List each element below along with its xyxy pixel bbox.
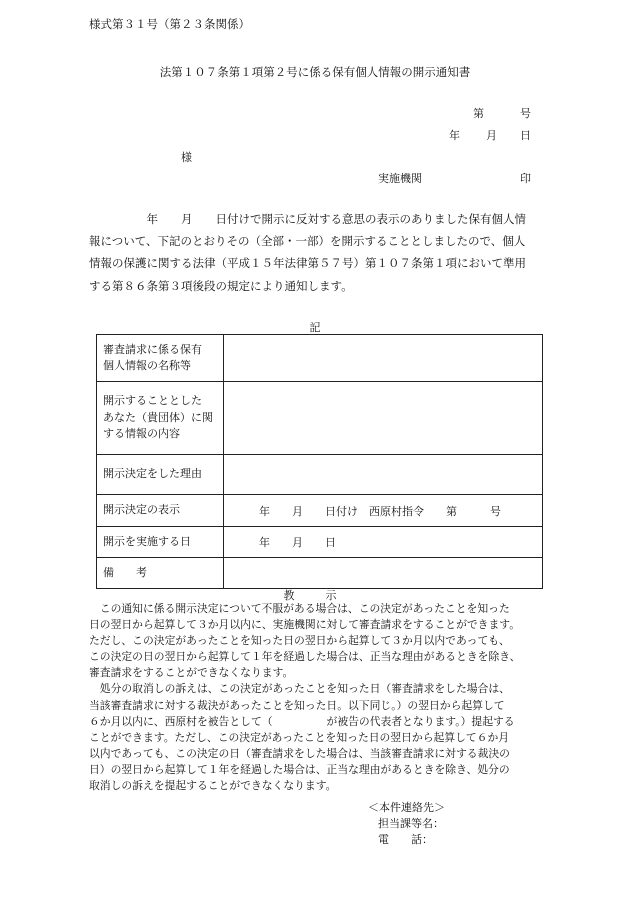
- row-value: [224, 455, 543, 495]
- row-label: [97, 527, 224, 558]
- row-label-line: 個人情報の名称等: [103, 359, 191, 372]
- body-line: 情報の保護に関する法律（平成１５年法律第５７号）第１０７条第１項において準用: [89, 256, 526, 271]
- table-row: [97, 495, 543, 527]
- table-row: [97, 527, 543, 558]
- row-label-line: 審査請求に係る保有: [103, 342, 202, 356]
- notice-line: この通知に係る開示決定について不服がある場合は、この決定があったことを知った: [89, 602, 510, 615]
- date-month-label: 月: [486, 129, 497, 142]
- notice-line: 審査請求をすることができなくなります。: [89, 666, 294, 680]
- notice-line: 取消しの訴えを提起することができなくなります。: [89, 779, 337, 793]
- document-number-suffix: 号: [520, 107, 531, 120]
- notice-line: ことができます。ただし、この決定があったことを知った日の翌日から起算して６か月: [89, 730, 510, 744]
- notice-heading: 教 示: [283, 589, 347, 602]
- row-value: [224, 382, 543, 455]
- document-title: 法第１０７条第１項第２号に係る保有個人情報の開示通知書: [159, 65, 471, 79]
- implementing-agency-label: 実施機関: [378, 172, 422, 185]
- table-row: [97, 558, 543, 589]
- implementation-date-text: 年 月 日: [259, 536, 336, 549]
- row-label-line: する情報の内容: [103, 427, 180, 441]
- notice-line: 当該審査請求に対する裁決があったことを知った日。以下同じ。）の翌日から起算して: [89, 698, 505, 712]
- decision-display-text: 年 月 日付け 西原村指令 第 号: [259, 504, 501, 518]
- notice-line: 日の翌日から起算して３か月以内に、実施機関に対して審査請求をすることができます。: [89, 618, 521, 632]
- row-label: [97, 335, 224, 382]
- implementation-date-value: [224, 527, 543, 558]
- document-number-prefix: 第: [473, 107, 484, 120]
- record-heading: 記: [309, 321, 321, 334]
- disclosure-table: [96, 334, 543, 589]
- form-number: 様式第３１号（第２３条関係）: [89, 17, 250, 31]
- contact-heading: ＜本件連絡先＞: [368, 801, 445, 814]
- body-line: 報について、下記のとおりその（全部・一部）を開示することとしましたので、個人: [89, 234, 526, 249]
- row-value: [224, 558, 543, 589]
- seal-mark: 印: [520, 172, 531, 185]
- date-day-label: 日: [520, 129, 531, 142]
- decision-display-value: [224, 495, 543, 527]
- contact-phone: 電 話：: [378, 833, 433, 846]
- date-year-label: 年: [449, 129, 460, 142]
- notice-paragraph: [89, 601, 559, 794]
- body-line: 年 月 日付けで開示に反対する意思の表示のありました保有個人情: [89, 212, 526, 226]
- notice-line: ６か月以内に、西原村を被告として（ が被告の代表者となります。）提起する: [89, 714, 515, 728]
- row-label-line: 備 考: [103, 565, 147, 579]
- row-label: [97, 495, 224, 527]
- table-row: [97, 335, 543, 382]
- notice-line: ただし、この決定があったことを知った日の翌日から起算して３か月以内であっても、: [89, 634, 510, 648]
- row-label-line: 開示することとした: [103, 394, 202, 408]
- row-label-line: 開示を実施する日: [103, 534, 191, 548]
- row-label-line: 開示決定の表示: [103, 503, 180, 517]
- table-row: [97, 455, 543, 495]
- notice-line: 日）の翌日から起算して１年を経過した場合は、正当な理由があるときを除き、処分の: [89, 762, 510, 776]
- notice-line: この決定の日の翌日から起算して１年を経過した場合は、正当な理由があるときを除き、: [89, 650, 521, 664]
- body-paragraph: [89, 208, 549, 297]
- notice-line: 処分の取消しの訴えは、この決定があったことを知った日（審査請求をした場合は、: [89, 682, 510, 696]
- row-value: [224, 335, 543, 382]
- contact-department: 担当課等名：: [378, 817, 444, 830]
- row-label: [97, 382, 224, 455]
- row-label-line: あなた（貴団体）に関: [103, 410, 213, 424]
- row-label: [97, 455, 224, 495]
- notice-line: 以内であっても、この決定の日（審査請求をした場合は、当該審査請求に対する裁決の: [89, 746, 510, 760]
- row-label: [97, 558, 224, 589]
- addressee-suffix: 様: [181, 151, 192, 164]
- row-label-line: 開示決定をした理由: [103, 467, 202, 481]
- table-row: [97, 382, 543, 455]
- body-line: する第８６条第３項後段の規定により通知します。: [89, 278, 353, 293]
